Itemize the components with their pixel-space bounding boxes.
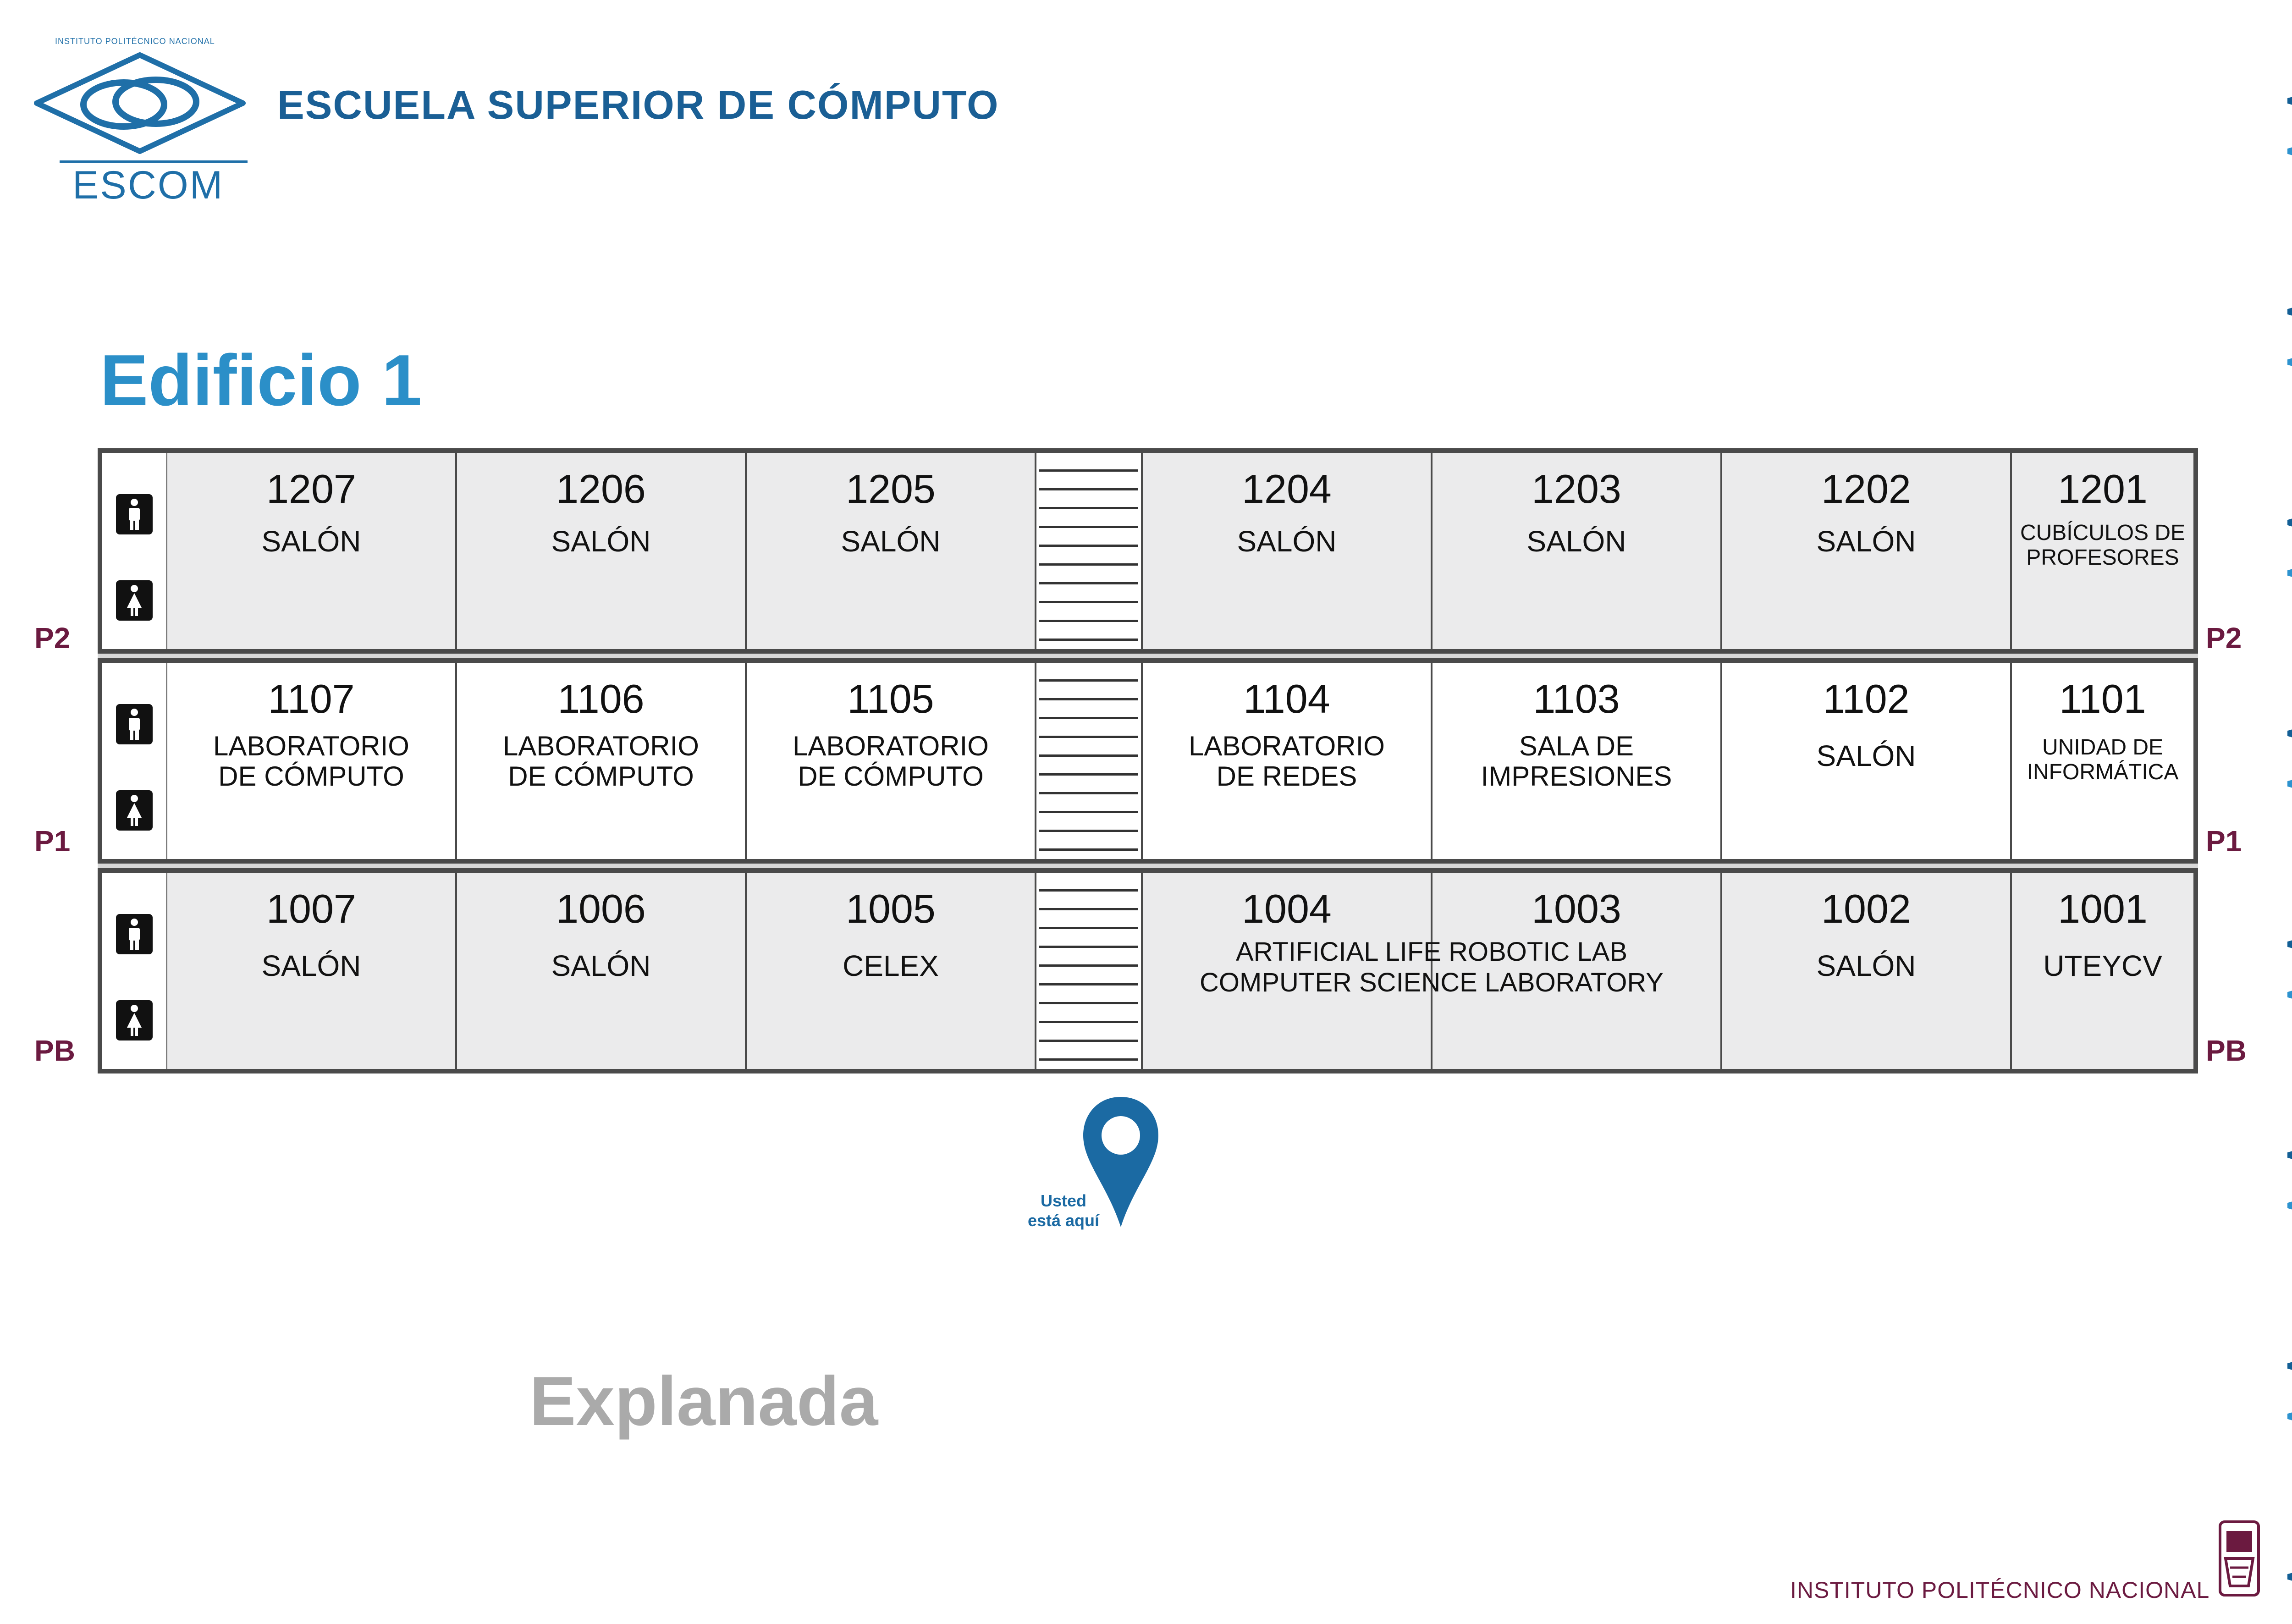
ipn-logo-icon [2216, 1517, 2262, 1600]
room-1105[interactable] [747, 663, 1035, 859]
room-number: 1104 [1243, 676, 1330, 721]
room-1104[interactable] [1143, 663, 1431, 859]
footer-institution: INSTITUTO POLITÉCNICO NACIONAL [1790, 1577, 2210, 1603]
room-name-line-2: IMPRESIONES [1481, 761, 1672, 792]
room-number: 1207 [266, 466, 356, 512]
restroom-block [102, 453, 166, 649]
room-name: SALÓN [1816, 525, 1916, 558]
room-number: 1102 [1823, 676, 1910, 721]
male-restroom-icon [116, 914, 153, 954]
room-1007[interactable] [167, 873, 455, 1069]
room-1005[interactable] [747, 873, 1035, 1069]
room-1006[interactable] [457, 873, 745, 1069]
room-name: SALÓN [841, 525, 941, 558]
level-label-p2-left: P2 [34, 622, 71, 655]
room-number: 1004 [1242, 886, 1332, 931]
room-name-line-1: SALA DE [1519, 731, 1634, 761]
room-number: 1204 [1242, 466, 1332, 512]
room-name-line-1: UNIDAD DE [2042, 735, 2164, 760]
room-name-line-1: CUBÍCULOS DE [2020, 521, 2186, 545]
room-1207[interactable] [167, 453, 455, 649]
level-label-p1-right: P1 [2206, 825, 2242, 858]
room-name-line-1: LABORATORIO [793, 731, 989, 761]
room-number: 1201 [2058, 466, 2148, 512]
room-name: SALÓN [551, 525, 651, 558]
female-restroom-icon [116, 790, 153, 831]
floor-pb [98, 868, 2198, 1073]
room-number: 1007 [266, 886, 356, 931]
shared-lab-line-1: ARTIFICIAL LIFE ROBOTIC LAB [1235, 937, 1628, 967]
male-restroom-icon [116, 704, 153, 744]
you-are-here-line-2: está aquí [1027, 1211, 1100, 1230]
room-number: 1202 [1821, 466, 1911, 512]
room-1205[interactable] [747, 453, 1035, 649]
room-1206[interactable] [457, 453, 745, 649]
building-title: Edificio 1 [100, 340, 422, 421]
you-are-here-label [1002, 1191, 1125, 1230]
escom-logo-icon [32, 50, 248, 160]
room-name-line-1: LABORATORIO [503, 731, 699, 761]
room-name: SALÓN [261, 949, 361, 982]
room-name-line-2: DE REDES [1216, 761, 1357, 792]
room-name: SALÓN [261, 525, 361, 558]
room-name-line-1: LABORATORIO [1189, 731, 1385, 761]
female-restroom-icon [116, 1000, 153, 1040]
logo-institution-text: INSTITUTO POLITÉCNICO NACIONAL [55, 37, 215, 46]
level-label-pb-right: PB [2206, 1034, 2247, 1067]
room-1107[interactable] [167, 663, 455, 859]
room-name-line-2: PROFESORES [2026, 545, 2179, 570]
room-number: 1006 [556, 886, 646, 931]
building-floor-plan [98, 448, 2198, 1073]
room-1001[interactable] [2012, 873, 2193, 1069]
staircase [1036, 873, 1141, 1069]
escom-logo [32, 37, 248, 206]
room-name: SALÓN [1237, 525, 1337, 558]
restroom-block [102, 873, 166, 1069]
room-1101[interactable] [2012, 663, 2193, 859]
room-1106[interactable] [457, 663, 745, 859]
room-number: 1203 [1532, 466, 1621, 512]
room-number: 1005 [846, 886, 936, 931]
room-name: SALÓN [551, 949, 651, 982]
room-1102[interactable] [1722, 663, 2010, 859]
room-name-line-2: DE CÓMPUTO [508, 761, 694, 792]
room-number: 1105 [847, 676, 934, 721]
room-number: 1107 [268, 676, 355, 721]
room-name: UTEYCV [2043, 949, 2162, 982]
room-name: CELEX [843, 949, 939, 982]
room-name-line-2: INFORMÁTICA [2027, 760, 2179, 784]
you-are-here-line-1: Usted [1040, 1191, 1087, 1210]
plaza-label: Explanada [529, 1362, 878, 1440]
room-name-line-2: DE CÓMPUTO [218, 761, 404, 792]
male-restroom-icon [116, 494, 153, 534]
room-1204[interactable] [1143, 453, 1431, 649]
room-number: 1001 [2058, 886, 2148, 931]
floor-p2 [98, 448, 2198, 654]
room-name: SALÓN [1816, 949, 1916, 982]
room-number: 1103 [1533, 676, 1620, 721]
restroom-block [102, 663, 166, 859]
decorative-pattern [2287, 0, 2292, 1624]
room-1202[interactable] [1722, 453, 2010, 649]
staircase [1036, 453, 1141, 649]
floor-p1 [98, 658, 2198, 864]
level-label-p1-left: P1 [34, 825, 71, 858]
room-number: 1101 [2059, 676, 2146, 721]
room-1103[interactable] [1432, 663, 1720, 859]
female-restroom-icon [116, 580, 153, 621]
room-name-line-1: LABORATORIO [213, 731, 409, 761]
logo-acronym: ESCOM [72, 163, 224, 207]
shared-lab-line-2: COMPUTER SCIENCE LABORATORY [1200, 967, 1664, 997]
room-name-line-2: DE CÓMPUTO [798, 761, 984, 792]
room-number: 1002 [1821, 886, 1911, 931]
room-number: 1003 [1532, 886, 1621, 931]
level-label-pb-left: PB [34, 1034, 75, 1067]
room-number: 1206 [556, 466, 646, 512]
school-title: ESCUELA SUPERIOR DE CÓMPUTO [277, 82, 999, 127]
room-1201[interactable] [2012, 453, 2193, 649]
room-1002[interactable] [1722, 873, 2010, 1069]
room-number: 1205 [846, 466, 936, 512]
room-number: 1106 [557, 676, 645, 721]
room-name: SALÓN [1526, 525, 1626, 558]
staircase [1036, 663, 1141, 859]
level-label-p2-right: P2 [2206, 622, 2242, 655]
room-1203[interactable] [1432, 453, 1720, 649]
room-name: SALÓN [1816, 739, 1916, 772]
shared-lab-label [1143, 937, 1720, 998]
